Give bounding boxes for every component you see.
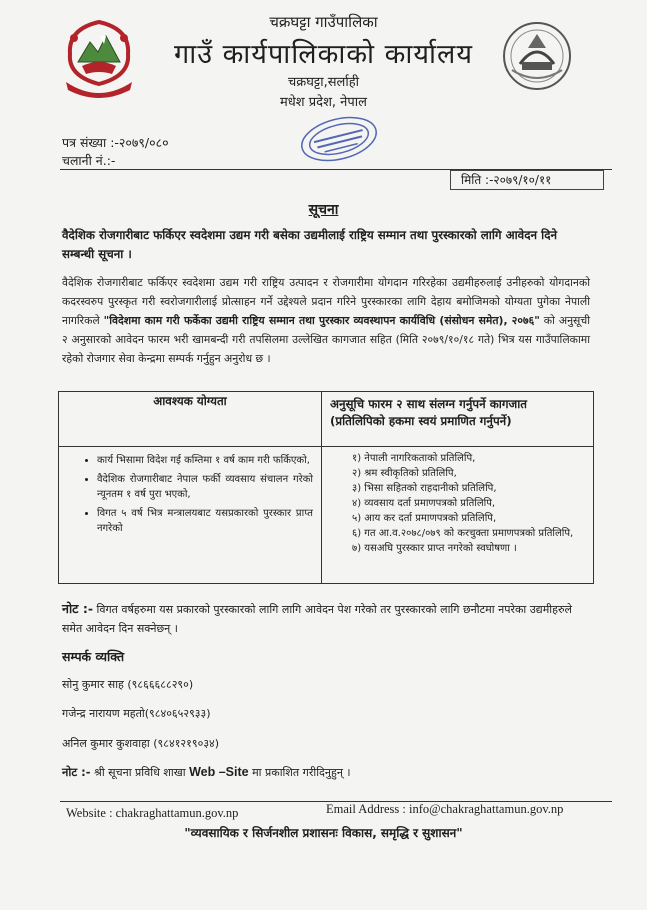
document-item: ४) व्यवसाय दर्ता प्रमाणपत्रको प्रतिलिपि, [352, 498, 496, 509]
documents-header: अनुसूचि फारम २ साथ संलग्न गर्नुपर्ने कागजात (प्रतिलिपिको हकमा स्वयं प्रमाणित गर्नुपर्ने) [322, 392, 594, 447]
notice-body [62, 273, 590, 368]
address-line-1: चक्रघट्टा,सर्लाही [287, 75, 360, 90]
letter-number: पत्र संख्या :-२०७९/०८० [62, 135, 169, 150]
qualification-item: • वैदेशिक रोजगारीबाट नेपाल फर्की व्यवसाय संचालन गरेको न्यूनतम १ वर्ष पुरा भएको, [97, 472, 313, 502]
municipality-name: चक्रघट्टा गाउँपालिका [269, 13, 378, 31]
qualification-item: • विगत ५ वर्ष भित्र मन्त्रालयबाट यसप्रकारको पुरस्कार प्राप्त नगरेको [97, 506, 313, 536]
notice-body-part2: को अनुसूची २ अनुसारको आवेदन फारम भरी खामबन्दी गरी तपसिलमा उल्लेखित कागजात सहित (मिति २०७९/१०/१८ गते) भित्र यस गाउँपालिकामा रहेको रोजगार सेवा केन्द्रमा सम्पर्क गर्नुहुन अनुरोध छ । [62, 314, 591, 365]
footer-email: Email Address : info@chakraghattamun.gov.np [326, 802, 564, 816]
note2-text-before: श्री सूचना प्रविधि शाखा [90, 766, 190, 779]
notice-date: मिति :-२०७९/१०/११ [450, 170, 604, 190]
document-item: ५) आय कर दर्ता प्रमाणपत्रको प्रतिलिपि, [352, 513, 497, 524]
qualification-item: • कार्य भिसामा विदेश गई कम्तिमा १ वर्ष काम गरी फर्किएको, [97, 453, 313, 468]
requirements-table [58, 391, 594, 584]
notice-subject: वैदेशिक रोजगारीबाट फर्किएर स्वदेशमा उद्यम गरी बसेका उद्यमीलाई राष्ट्रिय सम्मान तथा पुरस्कारको लागि आवेदन दिने सम्बन्धी सूचना । [62, 228, 558, 261]
qualification-cell [59, 447, 322, 584]
office-stamp-icon [296, 110, 382, 168]
document-item: २) श्रम स्वीकृतिको प्रतिलिपि, [352, 468, 457, 479]
note2-text-after: मा प्रकाशित गरीदिनुहुन् । [248, 766, 351, 779]
note2-label: नोट :- [62, 765, 91, 779]
office-name: गाउँ कार्यपालिकाको कार्यालय [174, 39, 473, 70]
web-site-label: Web –Site [189, 765, 249, 779]
publication-note [62, 765, 351, 780]
document-item: ३) भिसा सहितको राहदानीको प्रतिलिपि, [352, 483, 497, 494]
employment-program-logo-icon [498, 20, 576, 92]
note-text: विगत वर्षहरुमा यस प्रकारको पुरस्कारको लागि लागि आवेदन पेश गरेको तर पुरस्कारको लागि छनौटमा नपरेका उद्यमीहरुले समेत आवेदन दिन सक्नेछन् । [62, 603, 572, 635]
document-item: ६) गत आ.व.२०७८/०७९ को करचुक्ता प्रमाणपत्रको प्रतिलिपि, [352, 528, 574, 539]
qualification-header: आवश्यक योग्यता [59, 392, 322, 447]
footer-motto: "व्यवसायिक र सिर्जनशील प्रशासनः विकास, समृद्धि र सुशासन" [184, 826, 463, 840]
documents-list [352, 451, 587, 556]
contact-heading: सम्पर्क व्यक्ति [62, 649, 125, 664]
contact-person: अनिल कुमार कुशवाहा (९८४१२१९०३४) [62, 737, 220, 750]
contact-person: गजेन्द्र नारायण महतो(९८४०६५२९३३) [62, 707, 211, 720]
footer-website: Website : chakraghattamun.gov.np [66, 806, 239, 820]
note-label: नोट :- [62, 601, 94, 616]
notice-title-text: सूचना [308, 202, 339, 218]
qualification-list [83, 453, 313, 536]
notice-body-part1: वैदेशिक रोजगारीबाट फर्किएर स्वदेशमा उद्यम गरी राष्ट्रिय उत्पादन र रोजगारीमा योगदान गरिरहेका उद्यमीहरुलाई उनीहरुको योगदानको कदरस्वरुप पुरस्कृत गरी स्वरोजगारीलाई प्रोत्साहन गर्ने उद्देश्यले प्रदान गरिने पुरस्कारका लागि देहाय बमोजिमको योग्यता पुगेका नेपाली नागरिकले [62, 276, 590, 327]
notice-title [0, 200, 647, 219]
procedure-name: "विदेशमा काम गरी फर्केका उद्यमी राष्ट्रिय सम्मान तथा पुरस्कार व्यवस्थापन कार्यविधि (संसोधन समेत), २०७६" [103, 314, 540, 327]
dispatch-number: चलानी नं.:- [62, 153, 116, 168]
documents-cell [322, 447, 594, 584]
document-item: ७) यसअघि पुरस्कार प्राप्त नगरेको स्वघोषणा । [352, 543, 517, 554]
document-item: १) नेपाली नागरिकताको प्रतिलिपि, [352, 453, 476, 464]
address-line-2: मधेश प्रदेश, नेपाल [280, 95, 367, 110]
note-paragraph [62, 599, 590, 638]
contact-person: सोनु कुमार साह (९८६६६८८२९०) [62, 678, 194, 691]
